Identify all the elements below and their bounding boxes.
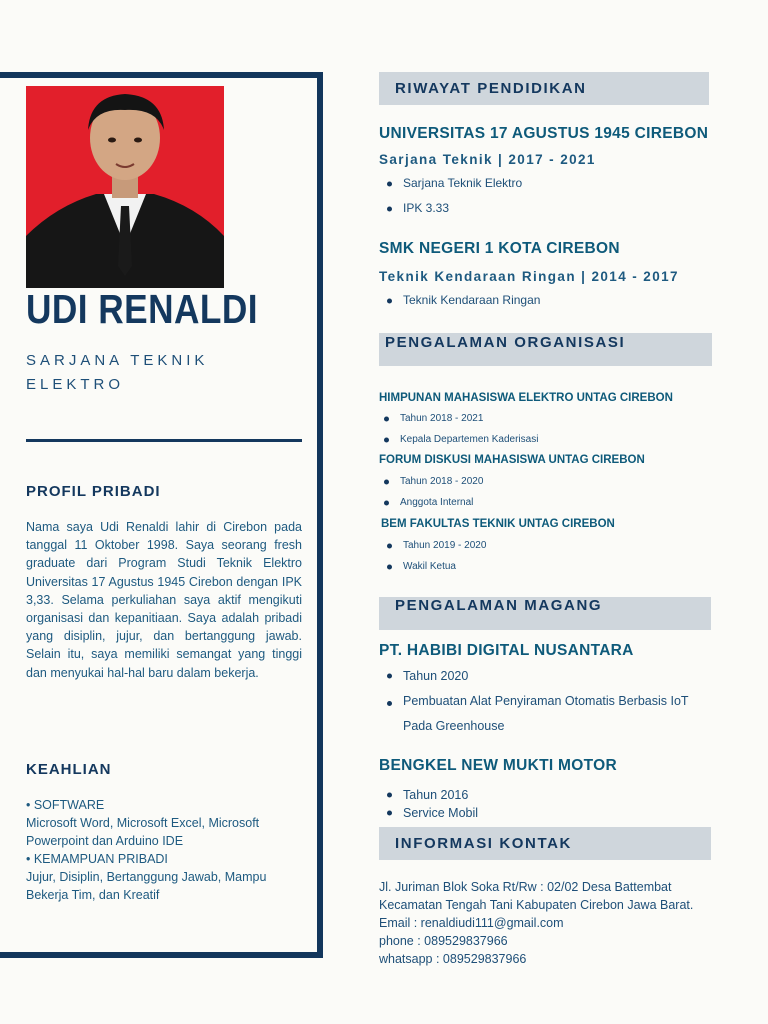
- internship-list: [379, 663, 709, 739]
- internship-company: PT. HABIBI DIGITAL NUSANTARA: [379, 642, 634, 659]
- education-sub: Sarjana Teknik | 2017 - 2021: [379, 152, 596, 167]
- list-item: Tahun 2019 - 2020: [379, 536, 486, 557]
- skills-line: Jujur, Disiplin, Bertanggung Jawab, Mampu Bekerja Tim, dan Kreatif: [26, 870, 267, 902]
- list-item: Wakil Ketua: [379, 557, 486, 578]
- education-list: [379, 171, 522, 221]
- internship-list: [379, 786, 478, 822]
- list-item: Anggota Internal: [376, 493, 483, 514]
- list-item: Sarjana Teknik Elektro: [379, 171, 522, 196]
- education-school: UNIVERSITAS 17 AGUSTUS 1945 CIREBON: [379, 125, 709, 142]
- contact-phone: phone : 089529837966: [379, 934, 508, 948]
- list-item: Service Mobil: [379, 804, 478, 822]
- divider: [26, 439, 302, 442]
- organization-name: FORUM DISKUSI MAHASISWA UNTAG CIREBON: [379, 454, 645, 466]
- education-list: [379, 288, 540, 313]
- list-item: Tahun 2016: [379, 786, 478, 804]
- organization-list: [376, 409, 538, 450]
- contact-address: Jl. Juriman Blok Soka Rt/Rw : 02/02 Desa Battembat Kecamatan Tengah Tani Kabupaten Cirebon Jawa Barat.: [379, 880, 694, 912]
- contact-email: Email : renaldiudi111@gmail.com: [379, 916, 564, 930]
- contact-block: [379, 878, 719, 968]
- skills-heading: KEAHLIAN: [26, 761, 112, 778]
- list-item: Tahun 2018 - 2021: [376, 409, 538, 430]
- internship-company: BENGKEL NEW MUKTI MOTOR: [379, 757, 617, 774]
- organization-heading: PENGALAMAN ORGANISASI: [385, 334, 626, 351]
- contact-whatsapp: whatsapp : 089529837966: [379, 952, 527, 966]
- list-item: Pembuatan Alat Penyiraman Otomatis Berbasis IoT Pada Greenhouse: [379, 689, 695, 739]
- contact-heading: INFORMASI KONTAK: [395, 835, 572, 852]
- list-item: Kepala Departemen Kaderisasi: [376, 430, 538, 451]
- organization-name: HIMPUNAN MAHASISWA ELEKTRO UNTAG CIREBON: [379, 392, 673, 404]
- skills-line: Microsoft Word, Microsoft Excel, Microsoft Powerpoint dan Arduino IDE: [26, 816, 260, 848]
- organization-list: [376, 472, 483, 513]
- person-portrait-icon: [26, 86, 224, 288]
- profile-text: Nama saya Udi Renaldi lahir di Cirebon pada tanggal 11 Oktober 1998. Saya seorang fresh graduate dari Program Studi Teknik Elektro Universitas 17 Agustus 1945 Cirebon dengan IPK 3,33. Selama perkuliahan saya aktif mengikuti organisasi dan kepanitiaan. Saya adalah pribadi yang disiplin, jujur, dan bertanggung jawab. Selain itu, saya memiliki semangat yang tinggi dan menyukai hal-hal baru dalam bekerja.: [26, 520, 302, 680]
- list-item: IPK 3.33: [379, 196, 522, 221]
- profile-photo: [26, 86, 224, 288]
- contact-section-bar: [379, 827, 711, 860]
- internship-section-bar: [379, 597, 711, 630]
- skills-line: • SOFTWARE: [26, 798, 105, 812]
- education-heading: RIWAYAT PENDIDIKAN: [395, 80, 587, 97]
- organization-section-bar: [379, 333, 712, 366]
- list-item: Teknik Kendaraan Ringan: [379, 288, 540, 313]
- skills-line: • KEMAMPUAN PRIBADI: [26, 852, 168, 866]
- person-name: UDI RENALDI: [26, 286, 258, 332]
- profile-heading: PROFIL PRIBADI: [26, 483, 161, 500]
- organization-list: [379, 536, 486, 577]
- list-item: Tahun 2020: [379, 663, 709, 689]
- education-school: SMK NEGERI 1 KOTA CIREBON: [379, 240, 620, 257]
- organization-name: BEM FAKULTAS TEKNIK UNTAG CIREBON: [381, 518, 615, 530]
- education-section-bar: [379, 72, 709, 105]
- skills-list: [26, 796, 306, 904]
- person-role: SARJANA TEKNIK ELEKTRO: [26, 352, 209, 393]
- education-sub: Teknik Kendaraan Ringan | 2014 - 2017: [379, 269, 679, 284]
- list-item: Tahun 2018 - 2020: [376, 472, 483, 493]
- internship-heading: PENGALAMAN MAGANG: [395, 597, 603, 614]
